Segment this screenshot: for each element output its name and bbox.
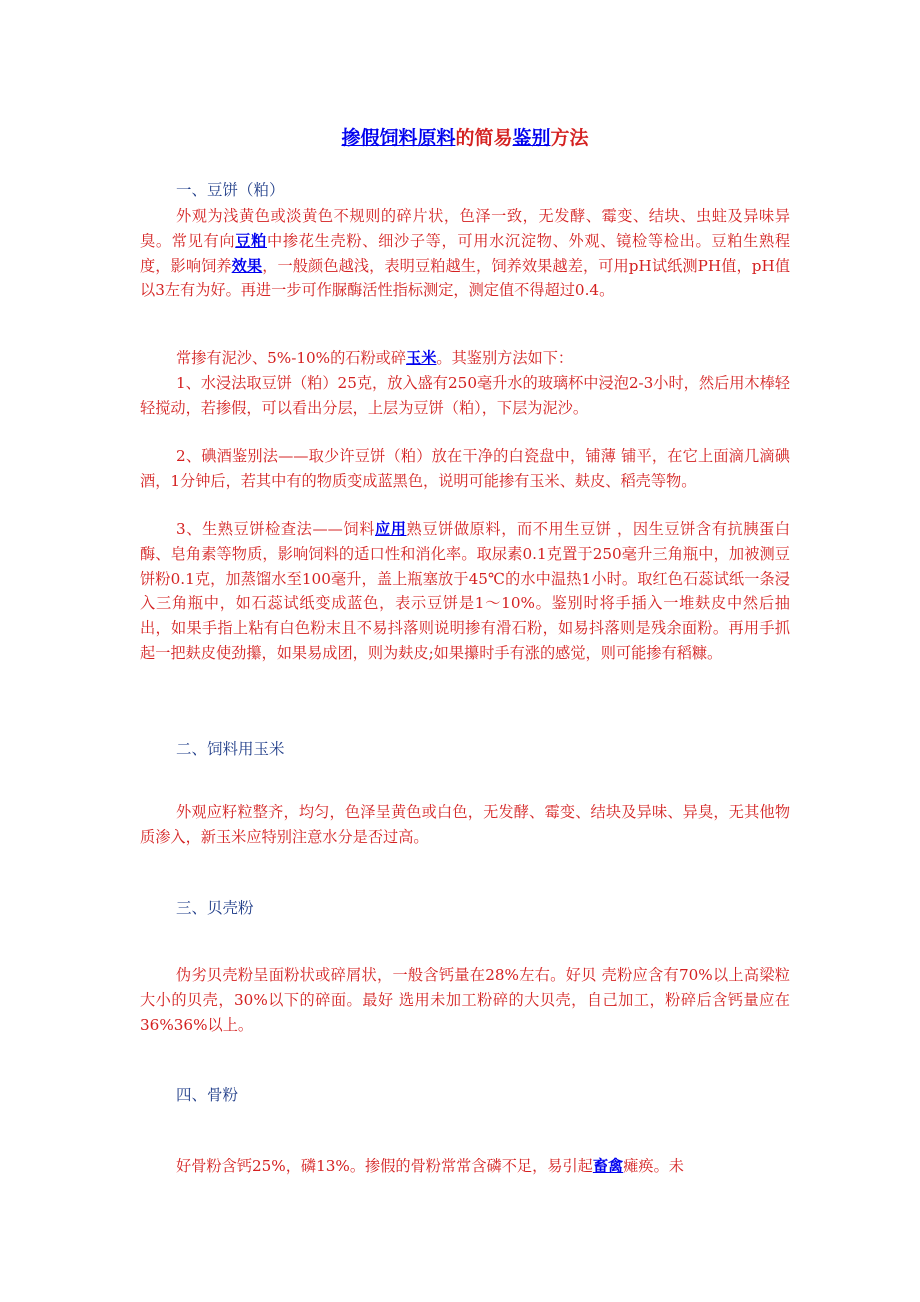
paragraph-text: ，一般颜色越浅，表明豆粕越生，饲养效果越差，可用pH试纸测PH值，pH值以3左有为好。再进一步可作脲酶活性指标测定，测定值不得超过0.4。 [140, 256, 791, 300]
paragraph-text: 熟豆饼做原料，而不用生豆饼 ，因生豆饼含有抗胰蛋白酶、皂角素等物质，影响饲料的适口性和消化率。取尿素0.1克置于250毫升三角瓶中，加被测豆饼粉0.1克，加蒸馏水至100毫升，盖上瓶塞放于45℃的水中温热1小时。取红色石蕊试纸一条浸入三角瓶中，如石蕊试纸变成蓝色，表示豆饼是1～10%。鉴别时将手插入一堆麸皮中然后抽出，如果手指上粘有白色粉末且不易抖落则说明掺有滑石粉，如易抖落则是残余面粉。再用手抓起一把麸皮使劲攥，如果易成团，则为麸皮;如果攥时手有涨的感觉，则可能掺有稻糠。 [140, 520, 791, 662]
paragraph-text: 常掺有泥沙、5%-10%的石粉或碎 [176, 349, 407, 367]
paragraph-text: 3、生熟豆饼检查法——饲料 [176, 520, 375, 538]
link-soybean-meal[interactable]: 豆粕 [235, 231, 267, 250]
paragraph-method-raw-cooked [140, 517, 790, 666]
section-heading-corn: 二、饲料用玉米 [176, 740, 285, 758]
title-text-part: 方法 [550, 127, 589, 149]
paragraph-shell-powder: 伪劣贝壳粉呈面粉状或碎屑状，一般含钙量在28%左右。好贝 壳粉应含有70%以上高梁粒大小的贝壳，30%以下的碎面。最好 选用未加工粉碎的大贝壳，自己加工，粉碎后含钙量应在36%36%以上。 [140, 966, 790, 1034]
link-effect[interactable]: 效果 [231, 256, 263, 275]
paragraph-text: 中掺花生壳粉、细沙子等，可用水沉淀物、外观、镜检等检出。豆粕生熟程度，影响饲养 [140, 231, 791, 275]
title-text-part: 的简易 [455, 127, 513, 149]
title-link-adulterated-feed[interactable]: 掺假饲料原料 [341, 127, 456, 149]
page-title [140, 126, 790, 150]
paragraph-text: 瘫痪。未 [623, 1157, 684, 1175]
link-livestock[interactable]: 畜禽 [592, 1157, 624, 1175]
paragraph-text: 外观为浅黄色或淡黄色不规则的碎片状，色泽一致，无发酵、霉变、结块、虫蛀及异味异臭。常见有向 [140, 207, 790, 250]
section-heading-shell-powder: 三、贝壳粉 [176, 899, 254, 917]
paragraph-method-iodine: 2、碘酒鉴别法——取少许豆饼（粕）放在干净的白瓷盘中，铺薄 铺平，在它上面滴几滴碘酒，1分钟后，若其中有的物质变成蓝黑色，说明可能掺有玉米、麸皮、稻壳等物。 [140, 447, 790, 490]
title-link-identification[interactable]: 鉴别 [512, 127, 551, 149]
paragraph-soybean-adulterants [140, 346, 790, 371]
paragraph-method-water: 1、水浸法取豆饼（粕）25克，放入盛有250毫升水的玻璃杯中浸泡2-3小时，然后用木棒轻轻搅动，若掺假，可以看出分层，上层为豆饼（粕），下层为泥沙。 [140, 374, 790, 417]
paragraph-text: 。其鉴别方法如下： [436, 349, 574, 367]
paragraph-corn-appearance: 外观应籽粒整齐，均匀，色泽呈黄色或白色，无发酵、霉变、结块及异味、异臭，无其他物质渗入，新玉米应特别注意水分是否过高。 [140, 803, 790, 846]
paragraph-text: 好骨粉含钙25%，磷13%。掺假的骨粉常常含磷不足，易引起 [176, 1157, 593, 1175]
paragraph-soybean-appearance [140, 204, 790, 303]
section-heading-bone-meal: 四、骨粉 [176, 1086, 239, 1104]
link-application[interactable]: 应用 [374, 520, 407, 538]
section-heading-soybean: 一、豆饼（粕） [176, 181, 285, 199]
link-corn[interactable]: 玉米 [406, 349, 437, 367]
paragraph-bone-meal [140, 1154, 790, 1179]
